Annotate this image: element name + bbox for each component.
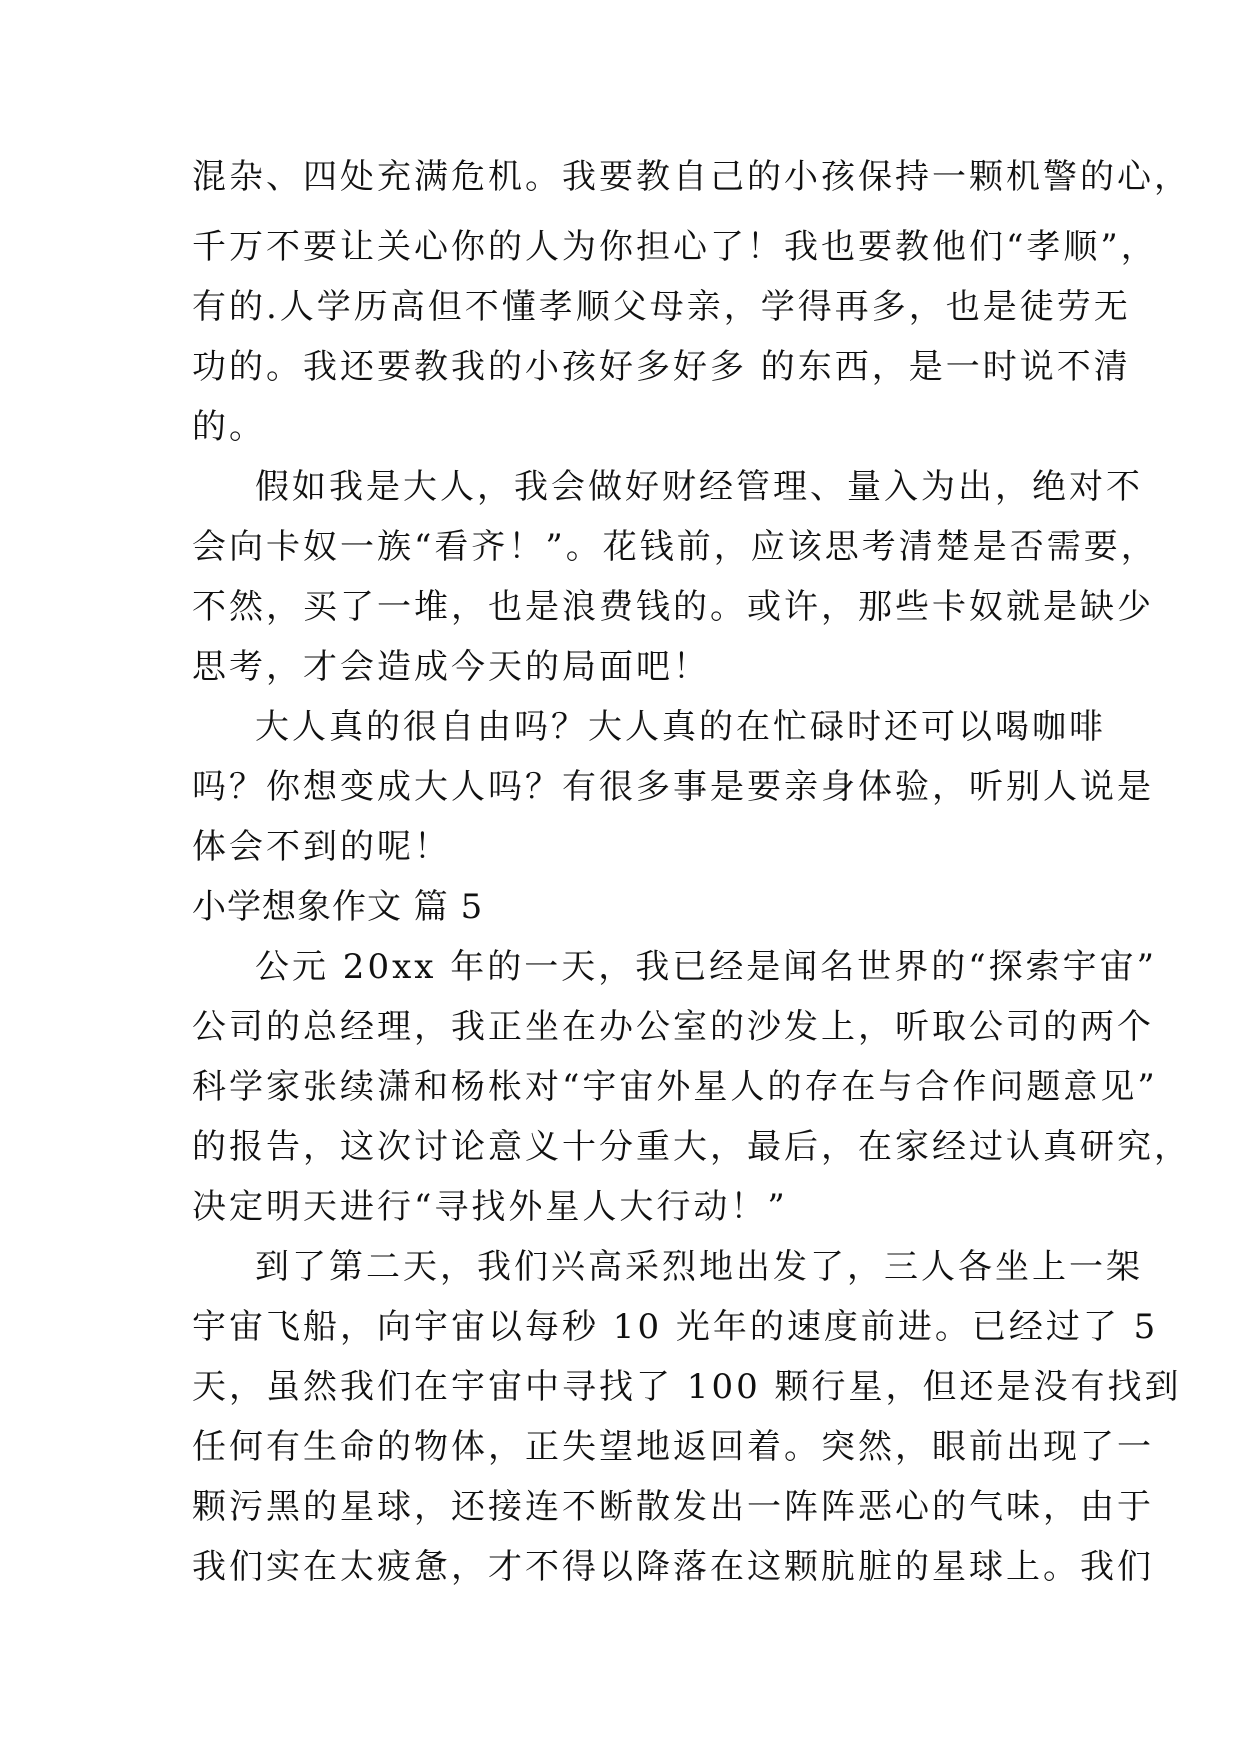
text-line: 千万不要让关心你的人为你担心了！我也要教他们“孝顺”， xyxy=(192,227,1158,267)
text-line: 颗污黑的星球，还接连不断散发出一阵阵恶心的气味，由于 xyxy=(192,1487,1154,1527)
text-line: 的报告，这次讨论意义十分重大，最后，在家经过认真研究， xyxy=(192,1127,1191,1167)
text-line: 科学家张续潇和杨枨对“宇宙外星人的存在与合作问题意见” xyxy=(192,1067,1158,1107)
section-heading: 小学想象作文 篇 5 xyxy=(192,887,484,927)
text-line: 决定明天进行“寻找外星人大行动！” xyxy=(192,1187,788,1227)
text-line: 会向卡奴一族“看齐！”。花钱前，应该思考清楚是否需要， xyxy=(192,527,1158,567)
text-line: 我们实在太疲惫，才不得以降落在这颗肮脏的星球上。我们 xyxy=(192,1547,1154,1587)
text-line: 任何有生命的物体，正失望地返回着。突然，眼前出现了一 xyxy=(192,1427,1154,1467)
text-line: 体会不到的呢！ xyxy=(192,827,451,867)
text-line: 天，虽然我们在宇宙中寻找了 100 颗行星，但还是没有找到 xyxy=(192,1367,1182,1407)
paragraph-first-line: 到了第二天，我们兴高采烈地出发了，三人各坐上一架 xyxy=(255,1247,1143,1287)
text-line: 的。 xyxy=(192,407,266,447)
paragraph-first-line: 假如我是大人，我会做好财经管理、量入为出，绝对不 xyxy=(255,467,1143,507)
text-line: 宇宙飞船，向宇宙以每秒 10 光年的速度前进。已经过了 5 xyxy=(192,1307,1159,1347)
text-line: 思考，才会造成今天的局面吧！ xyxy=(192,647,710,687)
text-line: 不然，买了一堆，也是浪费钱的。或许，那些卡奴就是缺少 xyxy=(192,587,1154,627)
text-line: 吗？你想变成大人吗？有很多事是要亲身体验，听别人说是 xyxy=(192,767,1154,807)
text-line: 功的。我还要教我的小孩好多好多 的东西，是一时说不清 xyxy=(192,347,1131,387)
text-line: 混杂、四处充满危机。我要教自己的小孩保持一颗机警的心， xyxy=(192,157,1191,197)
text-line: 公司的总经理，我正坐在办公室的沙发上，听取公司的两个 xyxy=(192,1007,1154,1047)
paragraph-first-line: 大人真的很自由吗？大人真的在忙碌时还可以喝咖啡 xyxy=(255,707,1106,747)
paragraph-first-line: 公元 20xx 年的一天，我已经是闻名世界的“探索宇宙” xyxy=(255,947,1157,987)
text-line: 有的.人学历高但不懂孝顺父母亲，学得再多，也是徒劳无 xyxy=(192,287,1131,327)
